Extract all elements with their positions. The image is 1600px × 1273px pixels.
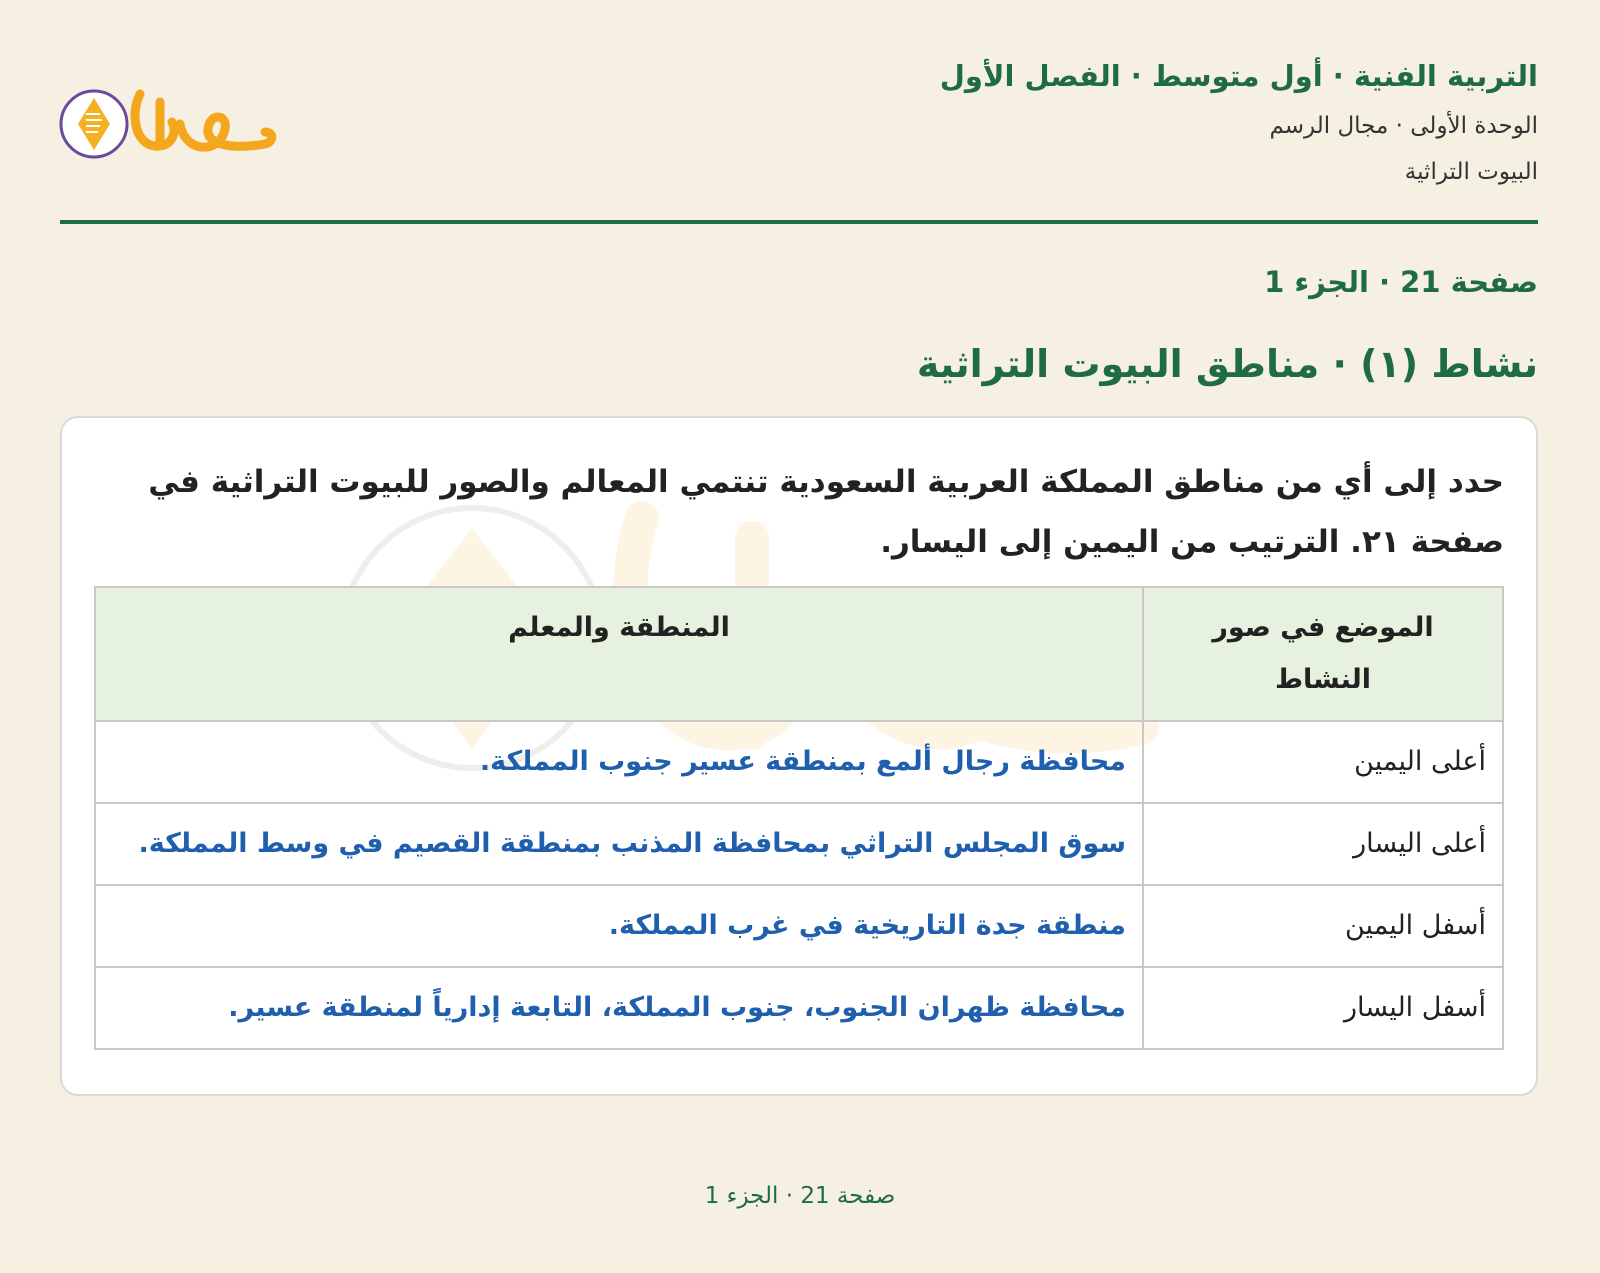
position-cell: أعلى اليمين (1143, 721, 1503, 803)
answer-cell: سوق المجلس التراثي بمحافظة المذنب بمنطقة القصيم في وسط المملكة. (95, 803, 1143, 885)
hulul-logo (60, 84, 275, 164)
table-row (95, 885, 1503, 967)
header-position: الموضع في صور النشاط (1143, 587, 1503, 721)
position-cell: أعلى اليسار (1143, 803, 1503, 885)
page-reference: صفحة 21 · الجزء 1 (1264, 265, 1538, 299)
activity-title: نشاط (١) · مناطق البيوت التراثية (916, 342, 1538, 386)
answer-cell: منطقة جدة التاريخية في غرب المملكة. (95, 885, 1143, 967)
table-row (95, 803, 1503, 885)
table-row (95, 967, 1503, 1049)
footer-page-reference: صفحة 21 · الجزء 1 (704, 1183, 896, 1209)
course-title: التربية الفنية · أول متوسط · الفصل الأول (939, 59, 1538, 93)
table-header-row (95, 587, 1503, 721)
activity-card (60, 416, 1538, 1096)
unit-line: الوحدة الأولى · مجال الرسم (1269, 113, 1538, 139)
answer-table (94, 586, 1504, 1050)
header-text (940, 56, 1538, 188)
lesson-line: البيوت التراثية (1404, 159, 1538, 185)
position-cell: أسفل اليسار (1143, 967, 1503, 1049)
header (60, 0, 1538, 224)
header-region: المنطقة والمعلم (95, 587, 1143, 721)
position-cell: أسفل اليمين (1143, 885, 1503, 967)
page (60, 0, 1538, 1096)
answer-cell: محافظة رجال ألمع بمنطقة عسير جنوب المملكة. (95, 721, 1143, 803)
question-text: حدد إلى أي من مناطق المملكة العربية السعودية تنتمي المعالم والصور للبيوت التراثية في صفحة ٢١. الترتيب من اليمين إلى اليسار. (148, 464, 1504, 560)
table-row (95, 721, 1503, 803)
answer-cell: محافظة ظهران الجنوب، جنوب المملكة، التابعة إدارياً لمنطقة عسير. (95, 967, 1143, 1049)
